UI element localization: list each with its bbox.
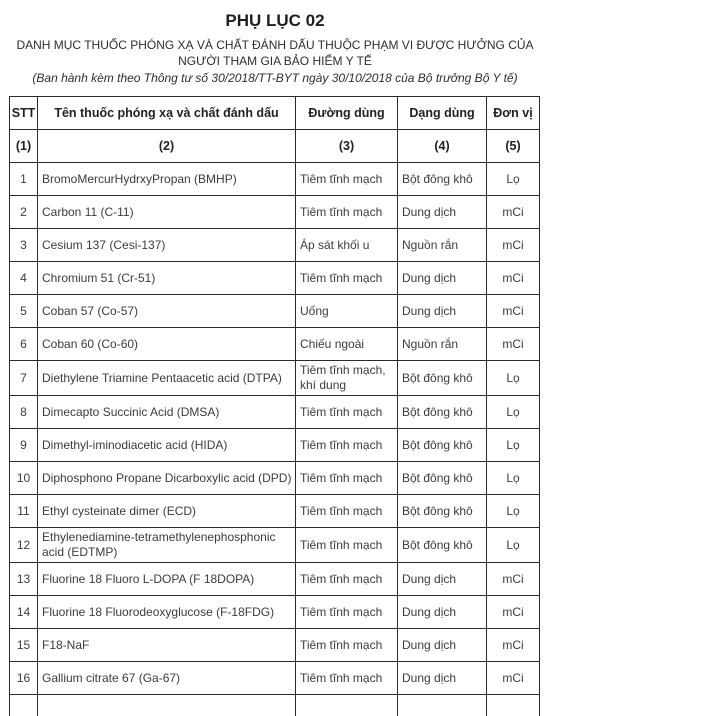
- table-row: [10, 596, 540, 629]
- col-header-route: Đường dùng: [296, 97, 398, 130]
- cell-drug-name: Coban 60 (Co-60): [38, 328, 296, 361]
- table-row: [10, 429, 540, 462]
- cell-route: [296, 695, 398, 716]
- cell-form: Bột đông khô: [398, 495, 487, 528]
- cell-stt: 4: [10, 262, 38, 295]
- cell-form: Bột đông khô: [398, 429, 487, 462]
- cell-form: Bột đông khô: [398, 361, 487, 396]
- cell-route: Tiêm tĩnh mạch: [296, 396, 398, 429]
- table-row: [10, 528, 540, 563]
- cell-drug-name: [38, 695, 296, 716]
- cell-drug-name: Ethyl cysteinate dimer (ECD): [38, 495, 296, 528]
- cell-form: Bột đông khô: [398, 396, 487, 429]
- col-index-5: (5): [487, 130, 540, 163]
- cell-stt: 3: [10, 229, 38, 262]
- cell-route: Tiêm tĩnh mạch: [296, 563, 398, 596]
- cell-route: Uống: [296, 295, 398, 328]
- cell-drug-name: BromoMercurHydrxyPropan (BMHP): [38, 163, 296, 196]
- cell-route: Tiêm tĩnh mạch, khí dung: [296, 361, 398, 396]
- cell-stt: 6: [10, 328, 38, 361]
- cell-unit: mCi: [487, 229, 540, 262]
- table-row: [10, 328, 540, 361]
- cell-drug-name: F18-NaF: [38, 629, 296, 662]
- document-content: [9, 0, 541, 716]
- cell-stt: 13: [10, 563, 38, 596]
- cell-unit: Lọ: [487, 163, 540, 196]
- col-index-3: (3): [296, 130, 398, 163]
- cell-drug-name: Coban 57 (Co-57): [38, 295, 296, 328]
- cell-stt: 8: [10, 396, 38, 429]
- cell-drug-name: Gallium citrate 67 (Ga-67): [38, 662, 296, 695]
- cell-unit: mCi: [487, 662, 540, 695]
- cell-form: Dung dịch: [398, 196, 487, 229]
- cell-stt: 9: [10, 429, 38, 462]
- cell-drug-name: Fluorine 18 Fluorodeoxyglucose (F-18FDG): [38, 596, 296, 629]
- table-row: [10, 163, 540, 196]
- cell-form: Nguồn rắn: [398, 229, 487, 262]
- table-row: [10, 229, 540, 262]
- table-row: [10, 563, 540, 596]
- cell-stt: 12: [10, 528, 38, 563]
- cell-form: [398, 695, 487, 716]
- table-row: [10, 262, 540, 295]
- table-row: [10, 495, 540, 528]
- col-header-stt: STT: [10, 97, 38, 130]
- cell-drug-name: Chromium 51 (Cr-51): [38, 262, 296, 295]
- cell-drug-name: Cesium 137 (Cesi-137): [38, 229, 296, 262]
- cell-unit: mCi: [487, 629, 540, 662]
- cell-stt: 14: [10, 596, 38, 629]
- cell-drug-name: Carbon 11 (C-11): [38, 196, 296, 229]
- cell-route: Tiêm tĩnh mạch: [296, 629, 398, 662]
- table-row: [10, 462, 540, 495]
- table-row: [10, 396, 540, 429]
- cell-unit: Lọ: [487, 462, 540, 495]
- cell-form: Dung dịch: [398, 295, 487, 328]
- cell-unit: Lọ: [487, 429, 540, 462]
- cell-drug-name: Diphosphono Propane Dicarboxylic acid (DPD): [38, 462, 296, 495]
- cell-unit: mCi: [487, 196, 540, 229]
- table-row: [10, 662, 540, 695]
- issuance-note: (Ban hành kèm theo Thông tư số 30/2018/TT-BYT ngày 30/10/2018 của Bộ trưởng Bộ Y tế): [32, 71, 518, 85]
- cell-form: Dung dịch: [398, 563, 487, 596]
- col-header-name: Tên thuốc phóng xạ và chất đánh dấu: [38, 97, 296, 130]
- cell-route: Chiếu ngoài: [296, 328, 398, 361]
- cell-unit: mCi: [487, 596, 540, 629]
- subtitle-line-1: DANH MỤC THUỐC PHÓNG XẠ VÀ CHẤT ĐÁNH DẤU THUỘC PHẠM VI ĐƯỢC HƯỞNG CỦA: [16, 38, 534, 52]
- col-header-unit: Đơn vị: [487, 97, 540, 130]
- cell-drug-name: Dimecapto Succinic Acid (DMSA): [38, 396, 296, 429]
- cell-route: Tiêm tĩnh mạch: [296, 495, 398, 528]
- cell-route: Tiêm tĩnh mạch: [296, 429, 398, 462]
- cell-route: Tiêm tĩnh mạch: [296, 262, 398, 295]
- table-row: [10, 361, 540, 396]
- table-row: [10, 629, 540, 662]
- table-body: [10, 163, 540, 716]
- table-row: [10, 196, 540, 229]
- cell-drug-name: Dimethyl-iminodiacetic acid (HIDA): [38, 429, 296, 462]
- cell-stt: 5: [10, 295, 38, 328]
- cell-stt: 2: [10, 196, 38, 229]
- cell-stt: 15: [10, 629, 38, 662]
- col-index-4: (4): [398, 130, 487, 163]
- cell-route: Tiêm tĩnh mạch: [296, 196, 398, 229]
- cell-route: Tiêm tĩnh mạch: [296, 662, 398, 695]
- cell-route: Tiêm tĩnh mạch: [296, 163, 398, 196]
- col-index-2: (2): [38, 130, 296, 163]
- col-index-1: (1): [10, 130, 38, 163]
- cell-unit: Lọ: [487, 361, 540, 396]
- page-title: PHỤ LỤC 02: [225, 11, 325, 30]
- cell-unit: Lọ: [487, 495, 540, 528]
- cell-route: Tiêm tĩnh mạch: [296, 528, 398, 563]
- cell-stt: [10, 695, 38, 716]
- cell-form: Dung dịch: [398, 262, 487, 295]
- cell-form: Dung dịch: [398, 662, 487, 695]
- cell-stt: 10: [10, 462, 38, 495]
- table-header: [10, 97, 540, 163]
- cell-route: Tiêm tĩnh mạch: [296, 462, 398, 495]
- cell-unit: [487, 695, 540, 716]
- cell-form: Bột đông khô: [398, 462, 487, 495]
- radioactive-drugs-table: [9, 96, 540, 716]
- table-row-clipped: [10, 695, 540, 716]
- cell-unit: mCi: [487, 295, 540, 328]
- col-header-form: Dạng dùng: [398, 97, 487, 130]
- cell-form: Bột đông khô: [398, 163, 487, 196]
- cell-form: Dung dịch: [398, 596, 487, 629]
- cell-route: Áp sát khối u: [296, 229, 398, 262]
- cell-form: Bột đông khô: [398, 528, 487, 563]
- table-row: [10, 295, 540, 328]
- column-index-row: [10, 130, 540, 163]
- cell-form: Dung dịch: [398, 629, 487, 662]
- cell-route: Tiêm tĩnh mạch: [296, 596, 398, 629]
- cell-drug-name: Fluorine 18 Fluoro L-DOPA (F 18DOPA): [38, 563, 296, 596]
- subtitle-line-2: NGƯỜI THAM GIA BẢO HIỂM Y TẾ: [178, 54, 372, 68]
- cell-unit: mCi: [487, 262, 540, 295]
- header-row: [10, 97, 540, 130]
- cell-unit: Lọ: [487, 528, 540, 563]
- cell-stt: 7: [10, 361, 38, 396]
- cell-stt: 11: [10, 495, 38, 528]
- cell-drug-name: Ethylenediamine-tetramethylenephosphonic acid (EDTMP): [38, 528, 296, 563]
- cell-stt: 1: [10, 163, 38, 196]
- cell-unit: Lọ: [487, 396, 540, 429]
- cell-drug-name: Diethylene Triamine Pentaacetic acid (DTPA): [38, 361, 296, 396]
- cell-unit: mCi: [487, 328, 540, 361]
- cell-form: Nguồn rắn: [398, 328, 487, 361]
- cell-unit: mCi: [487, 563, 540, 596]
- document-subtitle: [9, 37, 541, 69]
- cell-stt: 16: [10, 662, 38, 695]
